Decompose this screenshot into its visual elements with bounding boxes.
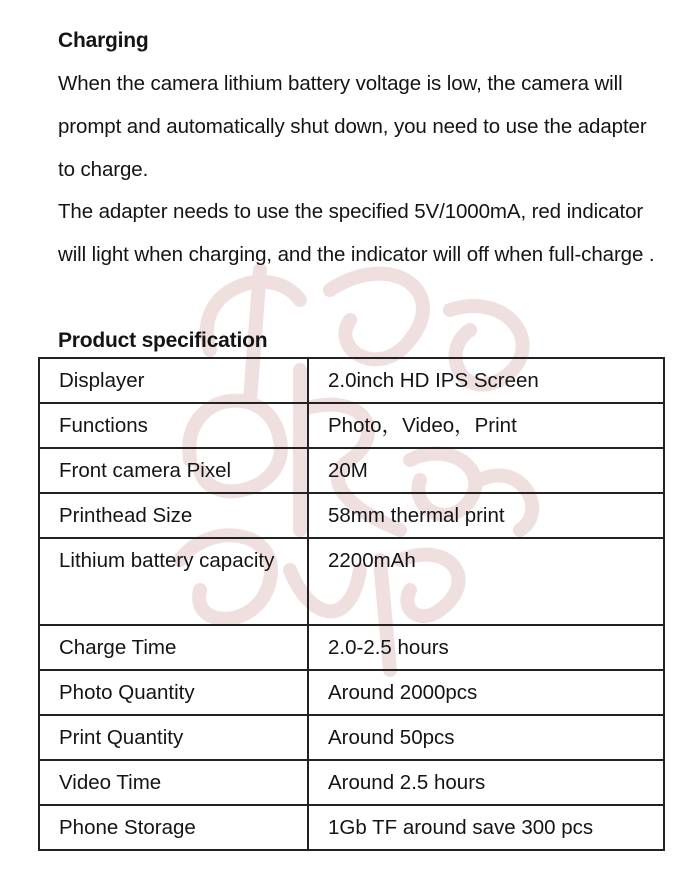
spec-value: Around 2000pcs bbox=[308, 670, 664, 715]
spec-label: Photo Quantity bbox=[39, 670, 308, 715]
spec-value: Around 50pcs bbox=[308, 715, 664, 760]
spec-label: Video Time bbox=[39, 760, 308, 805]
charging-heading: Charging bbox=[58, 29, 149, 52]
spec-label: Functions bbox=[39, 403, 308, 448]
table-row bbox=[39, 358, 664, 403]
table-row bbox=[39, 760, 664, 805]
table-row bbox=[39, 670, 664, 715]
spec-label: Print Quantity bbox=[39, 715, 308, 760]
spec-value: Around 2.5 hours bbox=[308, 760, 664, 805]
table-row bbox=[39, 448, 664, 493]
spec-label: Displayer bbox=[39, 358, 308, 403]
spec-table bbox=[38, 357, 665, 851]
spec-label: Printhead Size bbox=[39, 493, 308, 538]
spec-value: 20M bbox=[308, 448, 664, 493]
table-row bbox=[39, 625, 664, 670]
table-row bbox=[39, 715, 664, 760]
table-row bbox=[39, 538, 664, 625]
spec-value: Photo，Video，Print bbox=[308, 403, 664, 448]
spec-label: Front camera Pixel bbox=[39, 448, 308, 493]
spec-value: 2200mAh bbox=[308, 538, 664, 625]
charging-paragraph-1: When the camera lithium battery voltage is low, the camera will prompt and automatically shut down, you need to use the adapter to charge. bbox=[58, 72, 647, 181]
spec-heading: Product specification bbox=[58, 329, 268, 352]
charging-paragraph-2: The adapter needs to use the specified 5V/1000mA, red indicator will light when charging, and the indicator will off when full-charge . bbox=[58, 200, 655, 266]
table-row bbox=[39, 805, 664, 850]
table-row bbox=[39, 403, 664, 448]
spec-label: Charge Time bbox=[39, 625, 308, 670]
spec-value: 2.0-2.5 hours bbox=[308, 625, 664, 670]
spec-label: Phone Storage bbox=[39, 805, 308, 850]
table-row bbox=[39, 493, 664, 538]
spec-label: Lithium battery capacity bbox=[39, 538, 308, 625]
spec-value: 2.0inch HD IPS Screen bbox=[308, 358, 664, 403]
spec-value: 1Gb TF around save 300 pcs bbox=[308, 805, 664, 850]
spec-value: 58mm thermal print bbox=[308, 493, 664, 538]
